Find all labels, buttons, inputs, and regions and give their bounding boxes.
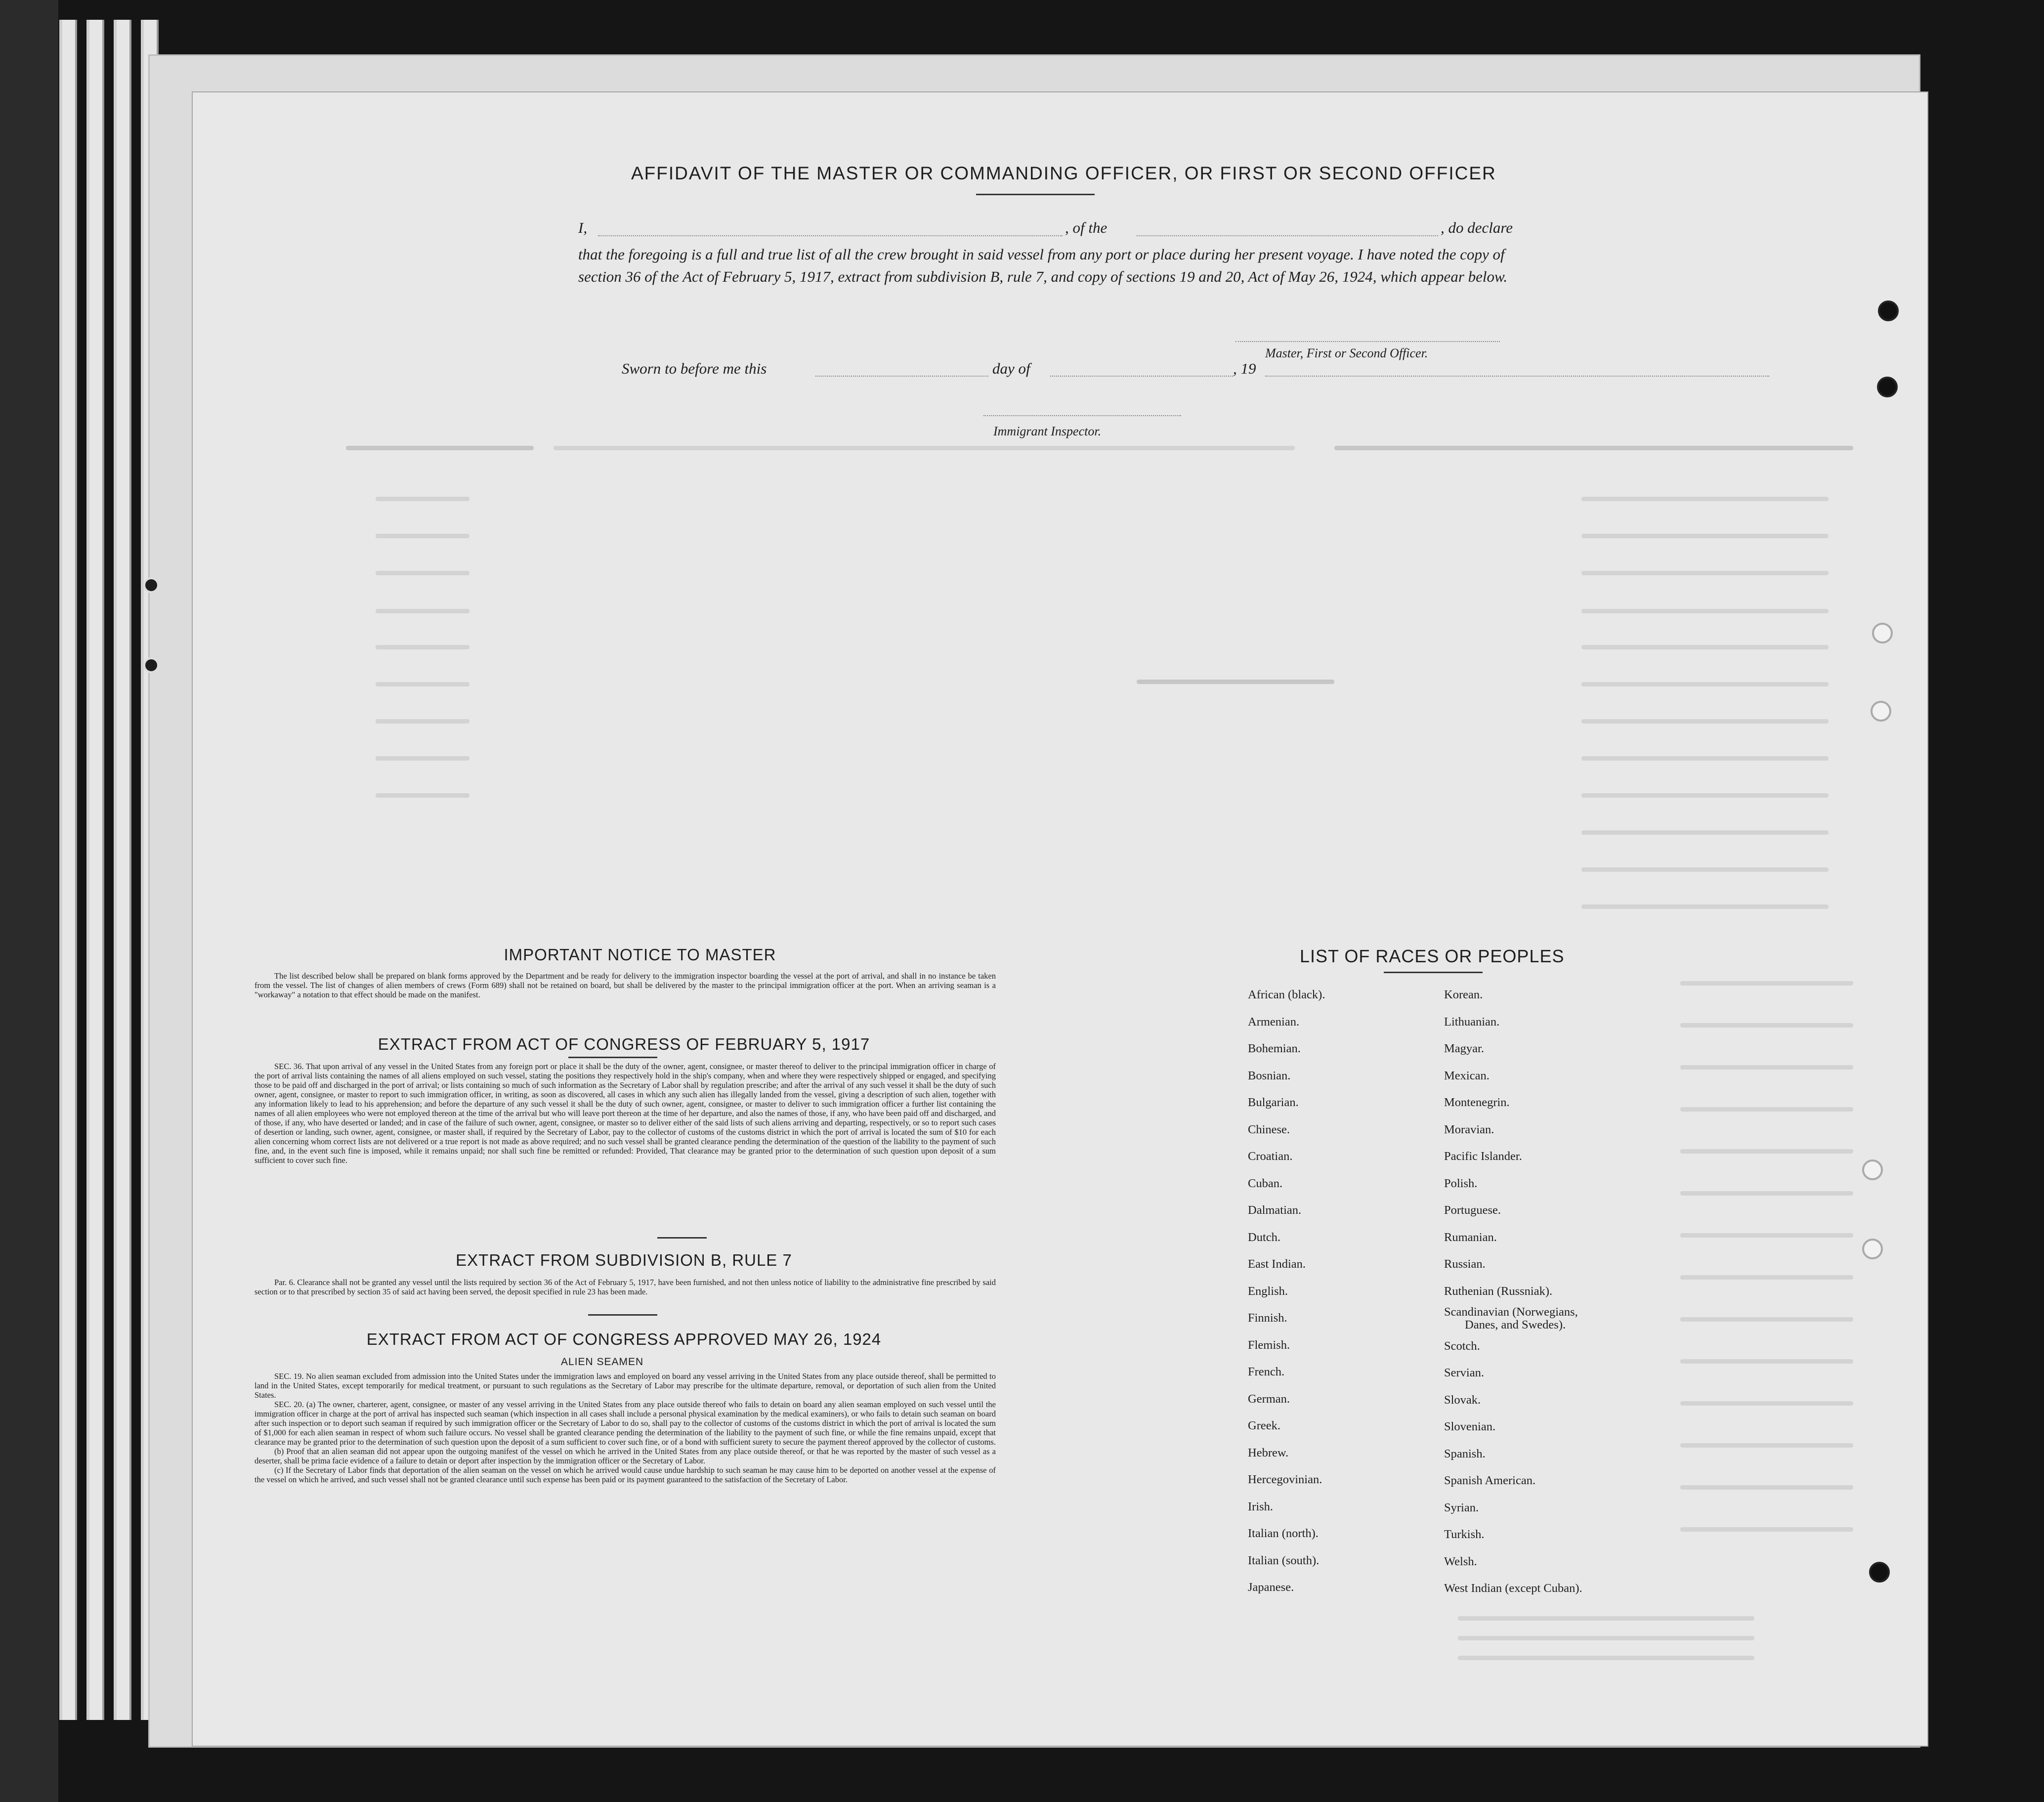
race-item: French. bbox=[1248, 1365, 1285, 1378]
races-title: LIST OF RACES OR PEOPLES bbox=[1300, 946, 1565, 966]
race-item: Slovak. bbox=[1444, 1393, 1481, 1407]
page-edge bbox=[86, 20, 104, 1720]
binding-edge bbox=[0, 0, 58, 1802]
page-edge bbox=[59, 20, 77, 1720]
race-item: East Indian. bbox=[1248, 1257, 1306, 1271]
race-item-line: Scandinavian (Norwegians, bbox=[1444, 1305, 1578, 1319]
race-item: Finnish. bbox=[1248, 1311, 1287, 1325]
race-item: Portuguese. bbox=[1444, 1203, 1501, 1217]
race-item: Syrian. bbox=[1444, 1501, 1479, 1514]
act-1924-body bbox=[255, 1372, 996, 1484]
race-item: Russian. bbox=[1444, 1257, 1486, 1271]
race-item: Korean. bbox=[1444, 988, 1483, 1001]
master-label: Master, First or Second Officer. bbox=[1265, 346, 1428, 360]
race-item: Ruthenian (Russniak). bbox=[1444, 1284, 1553, 1298]
section-rule bbox=[657, 1237, 707, 1239]
section-rule bbox=[588, 1314, 657, 1316]
race-item: Spanish. bbox=[1444, 1447, 1486, 1460]
affidavit-title: AFFIDAVIT OF THE MASTER OR COMMANDING OFFICER, OR FIRST OR SECOND OFFICER bbox=[631, 163, 1496, 183]
race-item: Scotch. bbox=[1444, 1339, 1480, 1353]
race-item: Lithuanian. bbox=[1444, 1015, 1500, 1029]
rule-7-body: Par. 6. Clearance shall not be granted any vessel until the lists required by section 36 of the Act of February 5, 1917, have been furnished, and not then unless notice of liability to the administrative fine prescribed by said section or to that prescribed by section 35 of said act having been served, the deposit specified in rule 23 has been made. bbox=[255, 1278, 996, 1296]
race-item: Polish. bbox=[1444, 1176, 1478, 1190]
race-item: Japanese. bbox=[1248, 1581, 1294, 1594]
notice-body: The list described below shall be prepared on blank forms approved by the Department and be ready for delivery to the immigration inspector boarding the vessel at the port of arrival, and shall in no instance be taken from the vessel. The list of changes of alien members of crews (Form 689) shall not be retained on board, but shall be delivered by the master to the principal immigration officer at the port. When an arriving seaman is a "workaway" a notation to that effect should be made on the manifest. bbox=[255, 971, 996, 999]
rule-7-title: EXTRACT FROM SUBDIVISION B, RULE 7 bbox=[456, 1251, 792, 1269]
title-rule bbox=[976, 194, 1095, 195]
race-item: Bohemian. bbox=[1248, 1042, 1301, 1055]
race-item: Servian. bbox=[1444, 1366, 1484, 1379]
affidavit-of-the: , of the bbox=[1065, 219, 1107, 236]
race-item: Montenegrin. bbox=[1444, 1096, 1510, 1109]
act-1917-title: EXTRACT FROM ACT OF CONGRESS OF FEBRUARY 5, 1917 bbox=[378, 1035, 870, 1053]
race-item: Bosnian. bbox=[1248, 1069, 1291, 1082]
race-item: Greek. bbox=[1248, 1419, 1280, 1432]
race-item: Mexican. bbox=[1444, 1069, 1490, 1082]
day-of-text: day of bbox=[992, 360, 1030, 377]
page-edge bbox=[114, 20, 131, 1720]
race-item: Flemish. bbox=[1248, 1338, 1290, 1352]
sec-19: SEC. 19. No alien seaman excluded from admission into the United States under the immigration laws and employed on board any vessel arriving in the United States from any place outside thereof, shall be permitted to land in the United States, except temporarily for medical treatment, or pursuant to such regulations as the Secretary of Labor may prescribe for the ultimate departure, removal, or deportation of such alien from the United States. bbox=[255, 1372, 996, 1400]
race-item: Welsh. bbox=[1444, 1554, 1477, 1568]
sec-20b: (b) Proof that an alien seaman did not appear upon the outgoing manifest of the vessel on which he arrived in the United States from any place outside thereof, or that he was reported by the master of such vessel as a deserter, shall be prima facie evidence of a failure to detain or deport after inspection by the immigration officer or the Secretary of Labor. bbox=[255, 1447, 996, 1465]
document-page bbox=[192, 91, 1928, 1747]
sworn-text: Sworn to before me this bbox=[622, 360, 767, 377]
section-rule bbox=[568, 1057, 657, 1058]
act-1917-body: SEC. 36. That upon arrival of any vessel in the United States from any foreign port or place it shall be the duty of the owner, agent, consignee, or master thereof to deliver to the principal immigration officer in charge of the port of arrival lists containing the names of all aliens employed on such vessel, stating the positions they respectively hold in the ship's company, when and where they were respectively shipped or engaged, and specifying those to be paid off and discharged in the port of arrival; or lists containing so much of such information as the Secretary of Labor shall by regulation prescribe; and after the arrival of any such vessel it shall be the duty of such owner, agent, consignee, or master to report to such immigration officer, in writing, as soon as discovered, all cases in which any such alien has illegally landed from the vessel, giving a description of such alien, together with any information likely to lead to his apprehension; and before the departure of any such vessel it shall be the duty of such owner, agent, consignee, or master to deliver to such immigration officer a further list containing the names of all alien employees who were not employed thereon at the time of the arrival but who will leave port thereon at the time of her departure, and also the names of those, if any, who have been paid off and discharged, and of those, if any, who have deserted or landed; and in case of the failure of such owner, agent, consignee, or master so to deliver either of the said lists of such aliens arriving and departing, respectively, or so to report such cases of desertion or landing, such owner, agent, consignee, or master shall, if required by the Secretary of Labor, pay to the collector of customs of the customs district in which the port of arrival is located the sum of $10 for each alien concerning whom correct lists are not delivered or a true report is not made as above required; and no such vessel shall be granted clearance pending the determination of the question of the liability to the payment of such fine, and, in the event such fine is imposed, while it remains unpaid; nor shall such fine be remitted or refunded: Provided, That clearance may be granted prior to the determination of such question upon deposit of a sum sufficient to cover such fine. bbox=[255, 1062, 996, 1165]
race-item: West Indian (except Cuban). bbox=[1444, 1582, 1582, 1595]
race-item: Irish. bbox=[1248, 1500, 1274, 1513]
sec-20a: SEC. 20. (a) The owner, charterer, agent, consignee, or master of any vessel arriving in the United States from any place outside thereof who fails to detain on board any alien seaman employed on such vessel until the immigration officer in charge at the port of arrival has inspected such seaman (which inspection in all cases shall include a personal physical examination by the medical examiners), or who fails to detain such seaman on board after such inspection or to deport such seaman if required by such immigration officer or the Secretary of Labor to do so, shall pay to the collector of customs of the customs district in which the port of arrival is located the sum of $1,000 for each alien seaman in respect of whom such failure occurs. No vessel shall be granted clearance pending the determination of the liability to the payment of such fine, or while the fine remains unpaid, except that clearance may be granted prior to the determination of such question upon the deposit of a sum sufficient to cover such fine, or of a bond with sufficient surety to secure the payment thereof approved by the collector of customs. bbox=[255, 1400, 996, 1447]
vessel-field-line bbox=[1137, 235, 1438, 236]
race-item: Bulgarian. bbox=[1248, 1096, 1299, 1109]
sworn-month-line bbox=[1050, 376, 1233, 377]
master-signature-line bbox=[1235, 341, 1500, 342]
race-item: Chinese. bbox=[1248, 1122, 1290, 1136]
race-item: Rumanian. bbox=[1444, 1230, 1497, 1244]
races-column-2 bbox=[1444, 982, 1582, 1602]
races-column-1 bbox=[1248, 982, 1325, 1601]
race-item: Italian (north). bbox=[1248, 1527, 1319, 1540]
affidavit-declare: , do declare bbox=[1441, 219, 1513, 236]
sec-20c: (c) If the Secretary of Labor finds that deportation of the alien seaman on the vessel on which he arrived would cause undue hardship to such seaman he may cause him to be deported on another vessel at the expense of the vessel on which he arrived, and such vessel shall not be granted clearance until such expense has been paid or its payment guaranteed to the satisfaction of the Secretary of Labor. bbox=[255, 1465, 996, 1484]
race-item: Croatian. bbox=[1248, 1150, 1293, 1163]
race-item: Dutch. bbox=[1248, 1230, 1280, 1244]
race-item: Slovenian. bbox=[1444, 1420, 1496, 1433]
race-item: Hercegovinian. bbox=[1248, 1473, 1322, 1486]
notice-title: IMPORTANT NOTICE TO MASTER bbox=[504, 945, 776, 964]
year-text: , 19 bbox=[1233, 360, 1256, 377]
name-field-line bbox=[598, 235, 1063, 236]
affidavit-body: that the foregoing is a full and true list of all the crew brought in said vessel from any port or place during her present voyage. I have noted the copy of section 36 of the Act of February 5, 1917, extract from subdivision B, rule 7, and copy of sections 19 and 20, Act of May 26, 1924, which appear below. bbox=[578, 246, 1508, 285]
race-item: African (black). bbox=[1248, 988, 1325, 1001]
race-item: German. bbox=[1248, 1392, 1290, 1406]
races-rule bbox=[1384, 972, 1483, 973]
year-line bbox=[1265, 376, 1769, 377]
affidavit-i: I, bbox=[578, 219, 588, 236]
race-item: Spanish American. bbox=[1444, 1474, 1536, 1487]
race-item: Cuban. bbox=[1248, 1176, 1283, 1190]
inspector-label: Immigrant Inspector. bbox=[993, 424, 1102, 438]
race-item-line: Danes, and Swedes). bbox=[1465, 1318, 1566, 1331]
act-1924-title: EXTRACT FROM ACT OF CONGRESS APPROVED MAY 26, 1924 bbox=[366, 1330, 882, 1348]
race-item: Armenian. bbox=[1248, 1015, 1300, 1029]
race-item: English. bbox=[1248, 1284, 1288, 1298]
race-item: Turkish. bbox=[1444, 1528, 1485, 1541]
race-item: Moravian. bbox=[1444, 1122, 1494, 1136]
race-item: Hebrew. bbox=[1248, 1446, 1289, 1459]
alien-seamen-heading: ALIEN SEAMEN bbox=[561, 1356, 644, 1368]
race-item: Dalmatian. bbox=[1248, 1203, 1302, 1217]
race-item: Magyar. bbox=[1444, 1042, 1484, 1055]
race-item: Pacific Islander. bbox=[1444, 1150, 1522, 1163]
race-item: Italian (south). bbox=[1248, 1553, 1320, 1567]
sworn-day-line bbox=[815, 376, 988, 377]
race-item bbox=[1444, 1305, 1582, 1333]
inspector-signature-line bbox=[983, 415, 1181, 416]
